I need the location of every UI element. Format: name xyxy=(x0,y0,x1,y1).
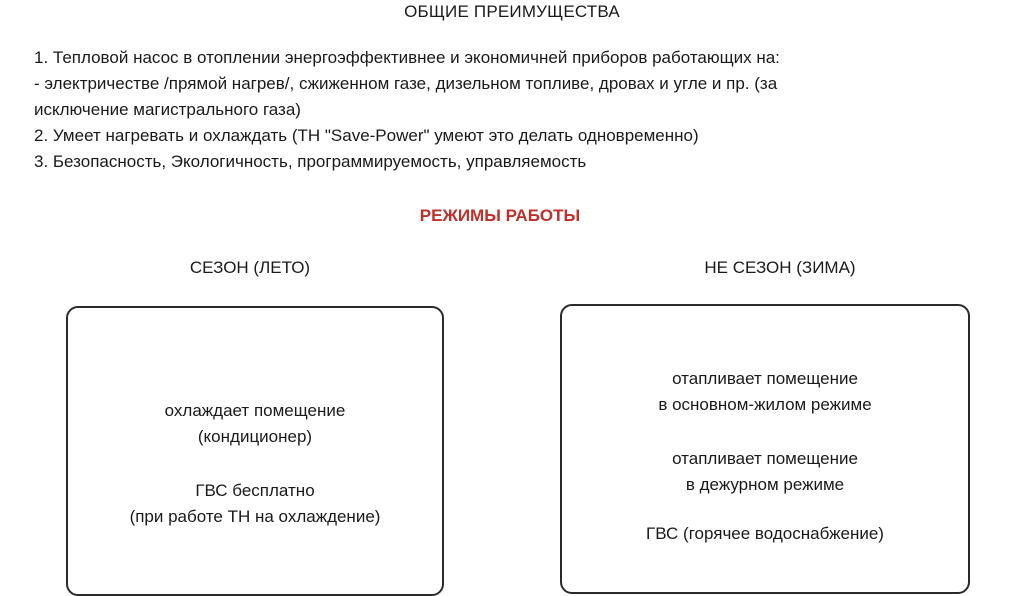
off-season-standby-heating-block xyxy=(562,446,968,498)
modes-heading: РЕЖИМЫ РАБОТЫ xyxy=(419,206,581,225)
off-season-hot-water-line1: ГВС (горячее водоснабжение) xyxy=(646,524,884,543)
season-cooling-line1: охлаждает помещение xyxy=(164,401,346,420)
season-hot-water-line1: ГВС бесплатно xyxy=(195,481,315,500)
season-title: СЕЗОН (ЛЕТО) xyxy=(189,258,311,277)
season-hot-water-line2: (при работе ТН на охлаждение) xyxy=(129,507,381,526)
benefit-line: - электричестве /прямой нагрев/, сжиженном газе, дизельном топливе, дровах и угле и пр. (за xyxy=(34,74,778,93)
page-title: ОБЩИЕ ПРЕИМУЩЕСТВА xyxy=(404,2,620,21)
off-season-main-heating-line1: отапливает помещение xyxy=(672,369,858,388)
season-box xyxy=(66,306,444,596)
benefit-line: исключение магистрального газа) xyxy=(34,100,301,119)
off-season-box xyxy=(560,304,970,594)
off-season-main-heating-line2: в основном-жилом режиме xyxy=(658,395,872,414)
benefit-line: 1. Тепловой насос в отоплении энергоэффективнее и экономичней приборов работающих на: xyxy=(34,48,780,67)
off-season-hot-water-block xyxy=(562,521,968,547)
season-hot-water-block xyxy=(68,478,442,530)
benefit-line: 2. Умеет нагревать и охлаждать (ТН "Save-Power" умеют это делать одновременно) xyxy=(34,126,699,145)
benefit-line: 3. Безопасность, Экологичность, программируемость, управляемость xyxy=(34,152,587,171)
off-season-standby-heating-line2: в дежурном режиме xyxy=(685,475,845,494)
season-cooling-block xyxy=(68,398,442,450)
benefits-list xyxy=(34,45,1004,175)
off-season-standby-heating-line1: отапливает помещение xyxy=(672,449,858,468)
off-season-title: НЕ СЕЗОН (ЗИМА) xyxy=(704,258,856,277)
off-season-main-heating-block xyxy=(562,366,968,418)
season-cooling-line2: (кондиционер) xyxy=(197,427,313,446)
